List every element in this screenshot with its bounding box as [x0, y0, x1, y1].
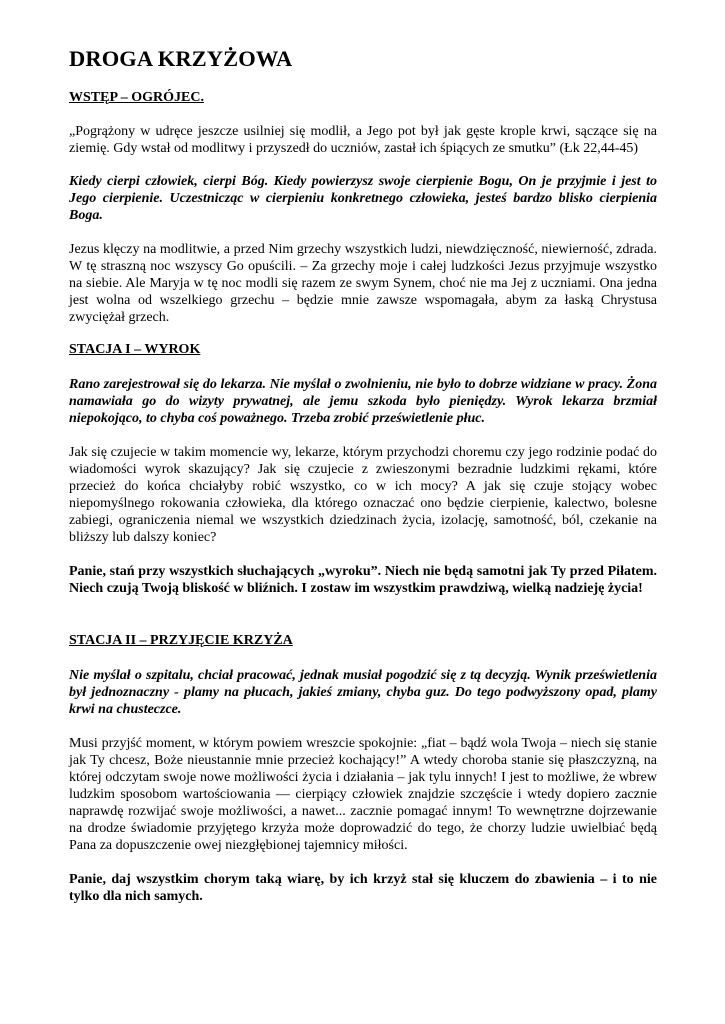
intro-story: Kiedy cierpi człowiek, cierpi Bóg. Kiedy powierzysz swoje cierpienie Bogu, On je przyjmie i jest to Jego cierpienie. Uczestnicząc w cierpieniu konkretnego człowieka, jesteś bardzo blisko cierpienia Boga. — [69, 174, 657, 223]
section-heading-station-2: STACJA II – PRZYJĘCIE KRZYŻA — [69, 633, 293, 648]
station-2-story: Nie myślał o szpitalu, chciał pracować, jednak musiał pogodzić się z tą decyzją. Wynik prześwietlenia był jednoznaczny - plamy na płucach, jakieś zmiany, chyba guz. Do tego podwyższony opad, plamy krwi na chusteczce. — [69, 668, 657, 717]
station-1-reflection: Jak się czujecie w takim momencie wy, lekarze, którym przychodzi choremu czy jego rodzinie podać do wiadomości wyrok skazujący? Jak się czujecie z zwieszonymi bezradnie ludzkimi rękami, które przecież do końca chciałyby robić wszystko, co w ich mocy? A jak się czuje stojący wobec niepomyślnego rokowania człowieka, dla którego oznaczać ono będzie cierpienie, kalectwo, bolesne zabiegi, ograniczenia niemal we wszystkich dziedzinach życia, izolację, samotność, ból, czekanie na bliższy lub dalszy koniec? — [69, 445, 657, 545]
intro-reflection: Jezus klęczy na modlitwie, a przed Nim grzechy wszystkich ludzi, niewdzięczność, niewierność, zdrada. W tę straszną noc wszyscy Go opuścili. – Za grzechy moje i całej ludzkości Jezus przyjmuje wszystko na siebie. Ale Maryja w tę noc modli się razem ze swym Synem, choć nie ma Jej z uczniami. Ona jedna jest wolna od wszelkiego grzechu – będzie mnie zawsze wspomagała, abym za łaską Chrystusa zwyciężał grzech. — [69, 242, 657, 325]
station-2-reflection: Musi przyjść moment, w którym powiem wreszcie spokojnie: „fiat – bądź wola Twoja – niech się stanie jak Ty chcesz, Boże nieustannie mnie przecież kochający!” A wtedy choroba stanie się płaszczyzną, na której odczytam swoje nowe możliwości życia i działania – jak tylu innych! I jest to możliwe, że wbrew ludzkim sposobom wartościowania — cierpiący człowiek znajdzie szczęście i wtedy dopiero zacznie naprawdę rozwijać swoje możliwości, a nawet... zacznie pomagać innym! To wewnętrzne dojrzewanie na drodze świadomie przyjętego krzyża może doprowadzić do tego, że chorzy ludzie uwielbiać będą Pana za dopuszczenie owej niezgłębionej tajemnicy miłości. — [69, 736, 657, 853]
station-2-prayer: Panie, daj wszystkim chorym taką wiarę, by ich krzyż stał się kluczem do zbawienia – i to nie tylko dla nich samych. — [69, 872, 657, 904]
section-heading-intro: WSTĘP – OGRÓJEC. — [69, 90, 204, 105]
document-title: DROGA KRZYŻOWA — [69, 46, 293, 71]
station-1-prayer: Panie, stań przy wszystkich słuchających „wyroku”. Niech nie będą samotni jak Ty przed Piłatem. Niech czują Twoją bliskość w bliźnich. I zostaw im wszystkim prawdziwą, wielką nadzieję życia! — [69, 564, 657, 596]
station-1-story: Rano zarejestrował się do lekarza. Nie myślał o zwolnieniu, nie było to dobrze widziane w pracy. Żona namawiała go do wizyty prywatnej, ale jemu szkoda było pieniędzy. Wyrok lekarza brzmiał niepokojąco, to chyba coś poważnego. Trzeba zrobić prześwietlenie płuc. — [69, 377, 657, 426]
intro-quote: „Pogrążony w udręce jeszcze usilniej się modlił, a Jego pot był jak gęste krople krwi, sączące się na ziemię. Gdy wstał od modlitwy i przyszedł do uczniów, zastał ich śpiących ze smutku” (Łk 22,44-45) — [69, 124, 657, 156]
section-heading-station-1: STACJA I – WYROK — [69, 342, 201, 357]
document-page — [69, 44, 657, 905]
